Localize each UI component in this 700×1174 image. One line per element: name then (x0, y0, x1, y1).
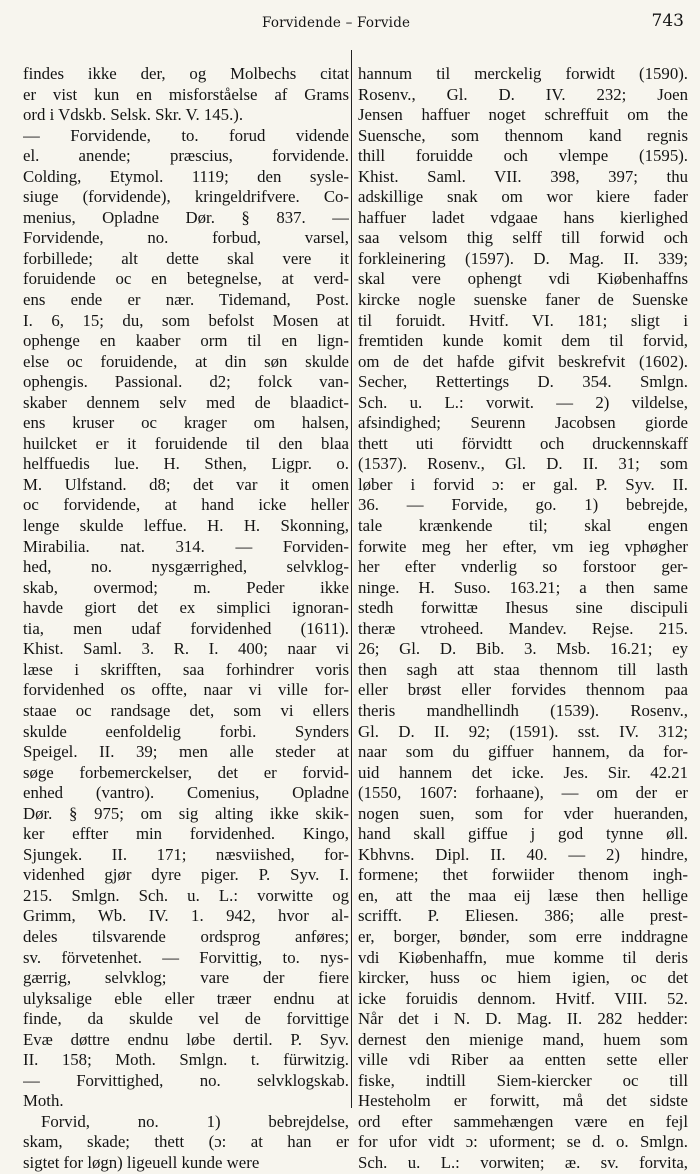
text-line: haffuer ladet vdgaae hans kierlighed (358, 207, 688, 227)
text-line: Forvidende, no. forbud, varsel, (23, 228, 349, 248)
text-line: forbillede; alt dette skal vere it (23, 248, 349, 268)
text-line: sv. förvetenhet. — Forvittig, to. nys- (23, 947, 349, 967)
text-line: helffuedis lue. H. Sthen, Ligpr. o. (23, 454, 349, 474)
text-line: Jensen haffuer noget schreffuit om the (358, 105, 688, 125)
text-line: Khist. Saml. 3. R. I. 400; naar vi (23, 639, 349, 659)
text-line: om de det hafde gifvit beskrefvit (1602). (358, 351, 688, 371)
text-line: hannum til merckelig forwidt (1590). (358, 64, 688, 83)
text-line: menius, Opladne Dør. § 837. — (23, 207, 349, 227)
text-line: 26; Gl. D. Bib. 3. Msb. 16.21; ey (358, 639, 688, 659)
text-line: skaber dennem selv med de blaadict- (23, 392, 349, 412)
text-line: havde giort det ex simplici ignoran- (23, 598, 349, 618)
text-line: then sagh att staa thennom till lasth (358, 659, 688, 679)
text-line: Mirabilia. nat. 314. — Forviden- (23, 536, 349, 556)
text-line: formene; thet forwiider thenom ingh- (358, 865, 688, 885)
text-line: deles tilsvarende ordsprog anføres; (23, 926, 349, 946)
text-line: forvidenhed os offte, naar vi ville for- (23, 680, 349, 700)
text-line: M. Ulfstand. d8; det var it omen (23, 474, 349, 494)
text-line: Gl. D. II. 92; (1591). sst. IV. 312; (358, 721, 688, 741)
text-line: Når det i N. D. Mag. II. 282 hedder: (358, 1009, 688, 1029)
text-line: naar som du giffuer hannem, da for- (358, 742, 688, 762)
text-line: else oc foruidende, at din søn skulde (23, 351, 349, 371)
text-line: Sjungek. II. 171; næsviished, for- (23, 844, 349, 864)
text-line: Kbhvns. Dipl. II. 40. — 2) hindre, (358, 844, 688, 864)
text-line: II. 158; Moth. Smlgn. t. fürwitzig. (23, 1050, 349, 1070)
text-line: fiske, indtill Siem-kiercker oc till (358, 1070, 688, 1090)
text-line: forkleinering (1597). D. Mag. II. 339; (358, 248, 688, 268)
text-line: ninge. H. Suso. 163.21; a then same (358, 577, 688, 597)
text-line: ville vdi Riber aa entten sette eller (358, 1050, 688, 1070)
text-line: saa velsom thig selff till forwid och (358, 228, 688, 248)
text-line: ens kruser oc krager om halsen, (23, 413, 349, 433)
text-line: Moth. (23, 1091, 64, 1111)
text-line: dernest den mienige mand, huem som (358, 1029, 688, 1049)
text-line: forwite meg her efter, vm ieg vphøgher (358, 536, 688, 556)
text-line: Evæ døttre endnu løbe dertil. P. Syv. (23, 1029, 349, 1049)
text-line: Secher, Rettertings D. 354. Smlgn. (358, 372, 688, 392)
text-line: thett uti förvidtt och druckennskaff (358, 433, 688, 453)
text-line: Khist. Saml. VII. 398, 397; thu (358, 166, 688, 186)
text-line: oc forvidende, at hand icke heller (23, 495, 349, 515)
text-line: fremtiden kunde komit dem til forvid, (358, 331, 688, 351)
text-line: Sch. u. L.: vorwiten; æ. sv. forvita, (358, 1152, 688, 1172)
text-line: theræ vtroheed. Mandev. Rejse. 215. (358, 618, 688, 638)
text-line: afsindighed; Seurenn Jacobsen giorde (358, 413, 688, 433)
page-number: 743 (651, 11, 684, 31)
text-line: — Forvidende, to. forud vidende (23, 125, 349, 145)
text-line: theris mandhellindh (1539). Rosenv., (358, 700, 688, 720)
text-line: scrifft. P. Eliesen. 386; alle prest- (358, 906, 688, 926)
text-line: thill foruidde och vlempe (1595). (358, 146, 688, 166)
text-line: hand skall giffue j god tynne øll. (358, 824, 688, 844)
text-line: ord efter sammehængen være en fejl (358, 1111, 688, 1131)
right-column (358, 64, 688, 1174)
text-line: Dør. § 975; om sig alting ikke skik- (23, 803, 349, 823)
text-line: finde, da skulde vel de forvittige (23, 1009, 349, 1029)
text-line: skab, overmod; m. Peder ikke (23, 577, 349, 597)
text-line: lenge skulde leffue. H. H. Skonning, (23, 516, 349, 536)
text-line: vdi Kiøbenhaffn, mue komme til deris (358, 947, 688, 967)
text-line: enhed (vantro). Comenius, Opladne (23, 783, 349, 803)
text-line: tia, men udaf forvidenhed (1611). (23, 618, 349, 638)
text-line: ophengis. Passional. d2; folck van- (23, 372, 349, 392)
text-line: findes ikke der, og Molbechs citat (23, 64, 349, 83)
text-line: ulyksalige eble eller træer endnu at (23, 988, 349, 1008)
text-line: tale krænkende til; skal engen (358, 516, 688, 536)
text-line: Rosenv., Gl. D. IV. 232; Joen (358, 84, 688, 104)
text-line: gærrig, selvklog; vare der fiere (23, 968, 349, 988)
text-line: ord i Vdskb. Selsk. Skr. V. 145.). (23, 105, 244, 125)
left-column (23, 64, 349, 1174)
text-line: ophenge en kaaber orm til en lign- (23, 331, 349, 351)
text-line: er, borger, bønder, som erre inddragne (358, 926, 688, 946)
text-line: icke foruidis dennom. Hvitf. VIII. 52. (358, 988, 688, 1008)
running-head: Forvidende – Forvide (262, 15, 411, 31)
text-line: Sch. u. L.: vorwit. — 2) vildelse, (358, 392, 688, 412)
text-line: I. 6, 15; du, som befolst Mosen at (23, 310, 349, 330)
text-line: — Forvittighed, no. selvklogskab. (23, 1070, 349, 1090)
text-line: løber i forvid ɔ: er gal. P. Syv. II. (358, 474, 688, 494)
text-line: huilcket er it foruidende til den blaa (23, 433, 349, 453)
text-line: stedh forwittæ Ihesus sine discipuli (358, 598, 688, 618)
text-line: skulde eenfoldelig forbi. Synders (23, 721, 349, 741)
text-line: ens ende er nær. Tidemand, Post. (23, 290, 349, 310)
text-line: skal vere ophengt vdi Kiøbenhaffns (358, 269, 688, 289)
text-line: nogen suen, som for vder hueranden, (358, 803, 688, 823)
text-line: el. anende; præscius, forvidende. (23, 146, 349, 166)
text-line: eller brøst eller forvides thennom paa (358, 680, 688, 700)
text-line: læse i skrifften, saa forhindrer voris (23, 659, 349, 679)
text-line: her efter vnderlig so forstoor ger- (358, 557, 688, 577)
text-line: Hesteholm er forwitt, må det sidste (358, 1091, 688, 1111)
text-line: Grimm, Wb. IV. 1. 942, hvor al- (23, 906, 349, 926)
page-header (0, 7, 700, 33)
text-line: siuge (forvidende), kringeldrifvere. Co- (23, 187, 349, 207)
text-line: Colding, Etymol. 1119; den sysle- (23, 166, 349, 186)
text-line: videnhed gjør dyre piger. P. Syv. I. (23, 865, 349, 885)
text-line: uid hannem det icke. Jes. Sir. 42.21 (358, 762, 688, 782)
text-line: hed, no. nysgærrighed, selvklog- (23, 557, 349, 577)
text-line: ker effter min forvidenhed. Kingo, (23, 824, 349, 844)
text-line: kircke nogle suenske faner de Suenske (358, 290, 688, 310)
text-line: 215. Smlgn. Sch. u. L.: vorwitte og (23, 885, 349, 905)
text-line: (1537). Rosenv., Gl. D. II. 31; som (358, 454, 688, 474)
text-line: foruidende oc en betegnelse, at verd- (23, 269, 349, 289)
text-line: Suensche, som thennom kand regnis (358, 125, 688, 145)
text-line: adskillige snak om wor kiere fader (358, 187, 688, 207)
text-line: Speigel. II. 39; men alle steder at (23, 742, 349, 762)
text-line: sigtet for løgn) ligeuell kunde were (23, 1152, 260, 1172)
text-line: en, att the maa eij læse then hellige (358, 885, 688, 905)
text-line: er vist kun en misforståelse af Grams (23, 84, 349, 104)
text-line: for ufor vidt ɔ: uforment; se d. o. Smlgn. (358, 1132, 688, 1152)
text-line: (1550, 1607: forhaane), — om der er (358, 783, 688, 803)
text-line: søge forbemerckelser, det er forvid- (23, 762, 349, 782)
column-divider (351, 50, 352, 1108)
text-line: skam, skade; thett (ɔ: at han er (23, 1132, 349, 1152)
text-line: staae oc randsage det, som vi ellers (23, 700, 349, 720)
text-line: Forvid, no. 1) bebrejdelse, (41, 1111, 349, 1131)
text-line: kircker, huss oc hiem igien, oc det (358, 968, 688, 988)
text-line: til foruidt. Hvitf. VI. 181; sligt i (358, 310, 688, 330)
text-line: 36. — Forvide, go. 1) bebrejde, (358, 495, 688, 515)
